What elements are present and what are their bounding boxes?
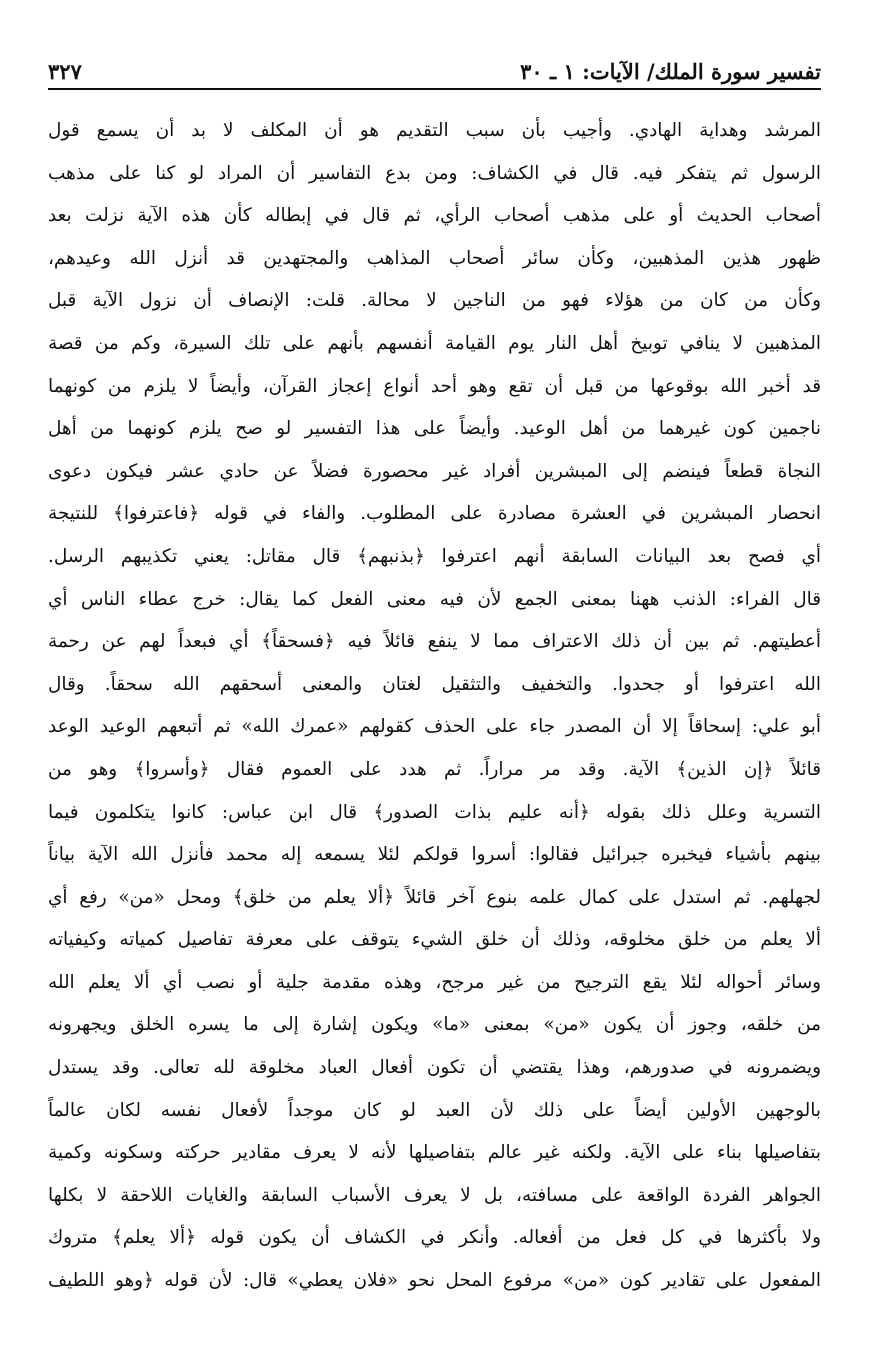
text-line: ويضمرونه في صدورهم، وهذا يقتضي أن تكون أفعال العباد مخلوقة لله تعالى. وقد يستدل bbox=[48, 1057, 821, 1079]
text-line: قال الفراء: الذنب ههنا بمعنى الجمع لأن فيه معنى الفعل كما يقال: خرج عطاء الناس أي bbox=[48, 588, 821, 610]
text-line: بالوجهين الأولين أيضاً على ذلك لأن العبد لو كان موجداً لأفعال نفسه لكان عالماً bbox=[48, 1099, 821, 1121]
body-text bbox=[48, 110, 821, 1303]
text-line: الجواهر الفردة الواقعة على مسافته، بل لا يعرف الأسباب السابقة والغايات اللاحقة لا بكلها bbox=[48, 1184, 821, 1206]
text-line: ظهور هذين المذهبين، وكأن سائر أصحاب المذاهب والمجتهدين قد أنزل الله وعيدهم، bbox=[48, 247, 821, 269]
text-line: المرشد وهداية الهادي. وأجيب بأن سبب التقديم هو أن المكلف لا بد أن يسمع قول bbox=[48, 120, 821, 141]
text-line: بتفاصيلها بناء على الآية. ولكنه غير عالم بتفاصيلها لأنه لا يعرف مقادير حركته وسكونه وكمية bbox=[48, 1142, 821, 1164]
text-line: النجاة قطعاً فينضم إلى المبشرين أفراد غير محصورة فضلاً عن حادي عشر فيكون دعوى bbox=[48, 460, 821, 482]
running-title: تفسير سورة الملك/ الآيات: ١ ـ ٣٠ bbox=[520, 59, 821, 84]
text-line: وسائر أحواله لئلا يقع الترجيح من غير مرجح، وهذه مقدمة جلية أو نصب أي ألا يعلم الله bbox=[48, 971, 821, 993]
text-line: أبو علي: إسحاقاً إلا أن المصدر جاء على الحذف كقولهم «عمرك الله» ثم أتبعهم الوعيد الوعد bbox=[48, 716, 821, 738]
page-number: ٣٢٧ bbox=[48, 59, 82, 84]
text-line: المذهبين لا ينافي توبيخ أهل النار يوم القيامة أنفسهم بأنهم على تلك السيرة، وكم من قصة bbox=[48, 332, 821, 354]
text-line: لجهلهم. ثم استدل على كمال علمه بنوع آخر قائلاً ﴿ألا يعلم من خلق﴾ ومحل «من» رفع أي bbox=[48, 886, 821, 908]
text-line: ولا بأكثرها في كل فعل من أفعاله. وأنكر في الكشاف أن يكون قوله ﴿ألا يعلم﴾ متروك bbox=[48, 1227, 821, 1249]
page-header bbox=[48, 56, 821, 90]
text-line: ألا يعلم من خلق مخلوقه، وذلك أن خلق الشيء يتوقف على معرفة تفاصيل كمياته وكيفياته bbox=[48, 929, 821, 951]
text-line: أصحاب الحديث أو على مذهب أصحاب الرأي، ثم قال في إبطاله كأن هذه الآية نزلت بعد bbox=[48, 205, 821, 227]
text-line: المفعول على تقادير كون «من» مرفوع المحل نحو «فلان يعطي» قال: لأن قوله ﴿وهو اللطيف bbox=[48, 1270, 821, 1292]
text-line: ناجمين كون غيرهما من أهل الوعيد. وأيضاً على هذا التفسير لو صح يلزم كونهما من أهل bbox=[48, 418, 821, 440]
text-line: الله اعترفوا أو جحدوا. والتخفيف والتثقيل لغتان والمعنى أسحقهم الله سحقاً. وقال bbox=[48, 673, 821, 695]
text-line: أعطيتهم. ثم بين أن ذلك الاعتراف مما لا ينفع قائلاً فيه ﴿فسحقاً﴾ أي فبعداً لهم عن رحمة bbox=[48, 631, 821, 653]
text-line: من خلقه، وجوز أن يكون «من» بمعنى «ما» ويكون إشارة إلى ما يسره الخلق ويجهرونه bbox=[48, 1014, 821, 1036]
text-line: التسرية وعلل ذلك بقوله ﴿أنه عليم بذات الصدور﴾ قال ابن عباس: كانوا يتكلمون فيما bbox=[48, 801, 821, 823]
text-line: قد أخبر الله بوقوعها من قبل أن تقع وهو أحد أنواع إعجاز القرآن، وأيضاً لا يلزم من كونهما bbox=[48, 375, 821, 397]
text-line: الرسول ثم يتفكر فيه. قال في الكشاف: ومن بدع التفاسير أن المراد لو كنا على مذهب bbox=[48, 162, 821, 184]
text-line: قائلاً ﴿إن الذين﴾ الآية. وقد مر مراراً. ثم هدد على العموم فقال ﴿وأسروا﴾ وهو من bbox=[48, 758, 821, 780]
text-line: وكأن من كان من هؤلاء فهو من الناجين لا محالة. قلت: الإنصاف أن نزول الآية قبل bbox=[48, 290, 821, 312]
text-line: انحصار المبشرين في العشرة مصادرة على المطلوب. والفاء في قوله ﴿فاعترفوا﴾ للنتيجة bbox=[48, 503, 821, 525]
text-line: أي فصح بعد البيانات السابقة أنهم اعترفوا ﴿بذنبهم﴾ قال مقاتل: يعني تكذيبهم الرسل. bbox=[48, 545, 821, 567]
text-line: بينهم بأشياء فيخبره جبرائيل فقالوا: أسروا قولكم لئلا يسمعه إله محمد فأنزل الله الآية بياناً bbox=[48, 844, 821, 866]
